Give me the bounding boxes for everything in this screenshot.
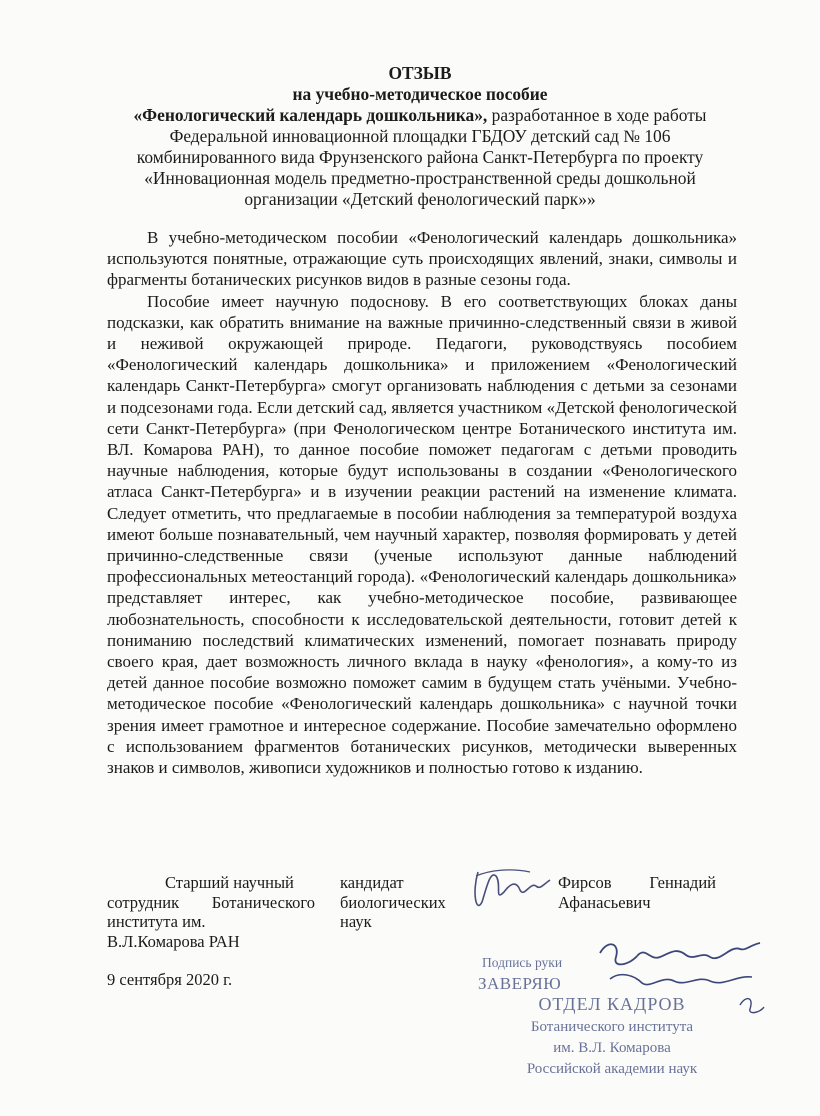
stamp-line-2: ЗАВЕРЯЮ bbox=[478, 974, 562, 993]
header-line-6: «Инновационная модель предметно-пространственной среды дошкольной bbox=[144, 168, 696, 188]
signer-surname: Фирсов bbox=[558, 873, 612, 892]
position-line-2: сотрудник Ботанического института им. bbox=[107, 892, 315, 931]
signer-position bbox=[107, 873, 315, 951]
signer-patronymic: Афанасьевич bbox=[558, 892, 651, 912]
review-body bbox=[107, 227, 737, 778]
official-stamp bbox=[472, 952, 752, 1080]
signer-name bbox=[558, 873, 728, 912]
paragraph-1: В учебно-методическом пособии «Фенологический календарь дошкольника» используются понятные, отражающие суть происходящих явлений, знаки, символы и фрагменты ботанических рисунков видов в разные сезоны года. bbox=[107, 228, 737, 290]
stamp-line-5: им. В.Л. Комарова bbox=[553, 1040, 671, 1056]
handwritten-signature bbox=[470, 862, 558, 922]
stamp-line-4: Ботанического института bbox=[530, 1019, 694, 1035]
manual-name: «Фенологический календарь дошкольника», bbox=[133, 105, 488, 125]
signer-degree bbox=[340, 873, 460, 932]
header-line-4: Федеральной инновационной площадки ГБДОУ детский сад № 106 bbox=[169, 126, 671, 146]
subtitle-line: на учебно-методическое пособие bbox=[292, 84, 548, 104]
header-line-7: организации «Детский фенологический парк»» bbox=[244, 189, 596, 209]
header-line-5: комбинированного вида Фрунзенского района Санкт-Петербурга по проекту bbox=[136, 147, 704, 167]
position-line-1: Старший научный bbox=[165, 873, 294, 892]
stamp-line-1: Подпись руки bbox=[482, 955, 563, 970]
document-date: 9 сентября 2020 г. bbox=[107, 970, 233, 989]
document-header bbox=[90, 63, 750, 210]
stamp-line-6: Российской академии наук bbox=[526, 1061, 698, 1077]
degree-line-2: биологических bbox=[340, 892, 446, 912]
degree-line-3: наук bbox=[340, 912, 372, 931]
degree-line-1: кандидат bbox=[340, 873, 404, 892]
document-title: ОТЗЫВ bbox=[388, 63, 452, 83]
signer-firstname: Геннадий bbox=[649, 873, 716, 892]
subject-line bbox=[90, 105, 750, 126]
stamp-line-3: ОТДЕЛ КАДРОВ bbox=[538, 994, 686, 1014]
subject-rest: разработанное в ходе работы bbox=[487, 105, 707, 125]
position-line-3: В.Л.Комарова РАН bbox=[107, 931, 240, 951]
paragraph-2: Пособие имеет научную подоснову. В его соответствующих блоках даны подсказки, как обратить внимание на важные причинно-следственный связи в живой и неживой окружающей природе. Педагоги, руководствуясь пособием «Фенологический календарь дошкольника» и приложением «Фенологический календарь Санкт-Петербурга» смогут организовать наблюдения с детьми за сезонами и подсезонами года. Если детский сад, является участником «Детской фенологической сети Санкт-Петербурга» (при Фенологическом центре Ботанического института им. ВЛ. Комарова РАН), то данное пособие поможет педагогам с детьми проводить научные наблюдения, которые будут использованы в создании «Фенологического атласа Санкт-Петербурга» и в изучении реакции растений на изменение климата. Следует отметить, что предлагаемые в пособии наблюдения за температурой воздуха имеют больше познавательный, чем научный характер, позволяя формировать у детей причинно-следственные связи (ученые используют данные наблюдений профессиональных метеостанций города). «Фенологический календарь дошкольника» представляет интерес, как учебно-методическое пособие, развивающее любознательность, способности к исследовательской деятельности, готовит детей к пониманию последствий климатических изменений, помогает познавать природу своего края, дает возможность личного вклада в науку «фенология», а кому-то из детей данное пособие возможно поможет самим в будущем стать учёными. Учебно-методическое пособие «Фенологический календарь дошкольника» с научной точки зрения имеет грамотное и интересное содержание. Пособие замечательно оформлено с использованием фрагментов ботанических рисунков, методически выверенных знаков и символов, живописи художников и полностью готово к изданию. bbox=[107, 291, 737, 778]
